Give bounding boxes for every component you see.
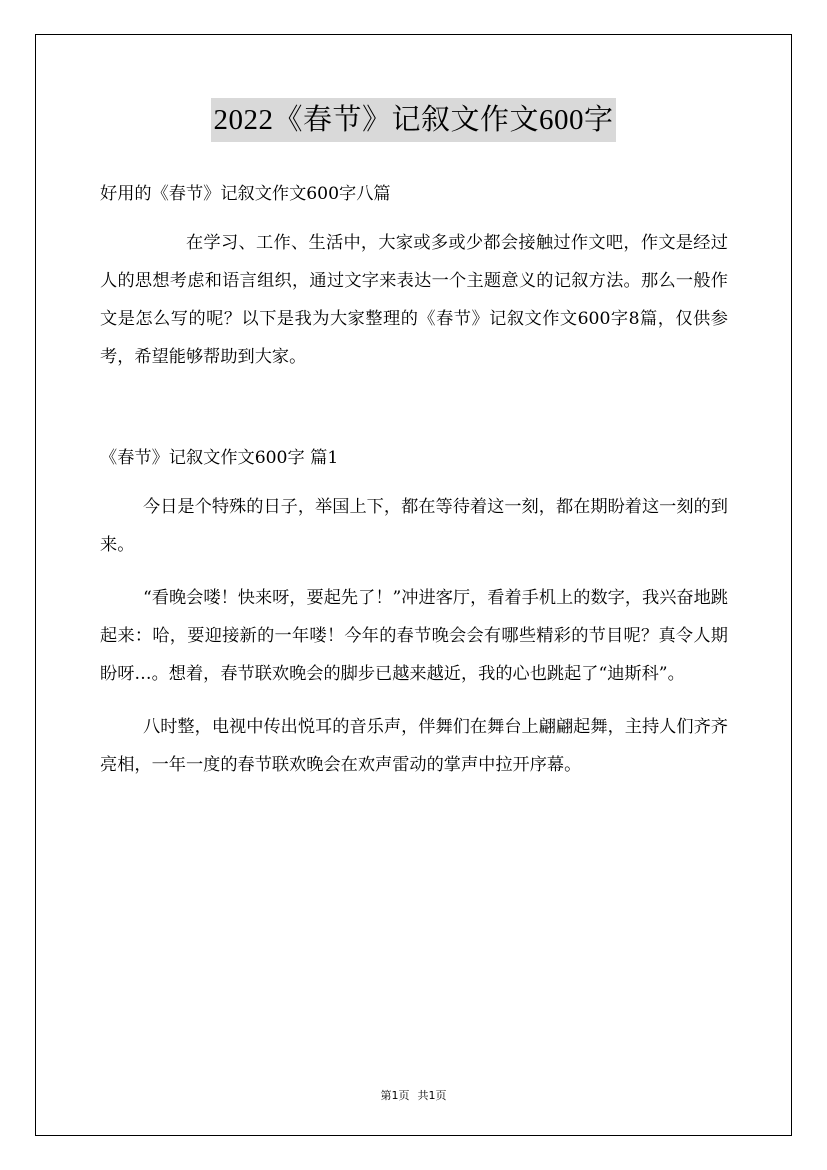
page-total: 共1页 bbox=[417, 1089, 447, 1102]
document-subtitle: 好用的《春节》记叙文作文600字八篇 bbox=[100, 184, 391, 204]
body-paragraph-1: 今日是个特殊的日子，举国上下，都在等待着这一刻，都在期盼着这一刻的到来。 bbox=[100, 497, 728, 555]
document-body bbox=[100, 175, 728, 799]
page-number: 第1页 bbox=[380, 1089, 410, 1102]
page-footer bbox=[0, 1087, 827, 1103]
intro-paragraph: 在学习、工作、生活中，大家或多或少都会接触过作文吧，作文是经过人的思想考虑和语言组织，通过文字来表达一个主题意义的记叙方法。那么一般作文是怎么写的呢？以下是我为大家整理的《春节》记叙文作文600字8篇，仅供参考，希望能够帮助到大家。 bbox=[100, 233, 728, 367]
title-container bbox=[0, 98, 827, 142]
document-title: 2022《春节》记叙文作文600字 bbox=[211, 98, 615, 142]
body-paragraph-2: “看晚会喽！快来呀，要起先了！”冲进客厅，看着手机上的数字，我兴奋地跳起来：哈，要迎接新的一年喽！今年的春节晚会会有哪些精彩的节目呢？真令人期盼呀…。想着，春节联欢晚会的脚步已越来越近，我的心也跳起了“迪斯科”。 bbox=[100, 588, 728, 684]
section-heading: 《春节》记叙文作文600字 篇1 bbox=[100, 448, 339, 468]
body-paragraph-3: 八时整，电视中传出悦耳的音乐声，伴舞们在舞台上翩翩起舞，主持人们齐齐亮相，一年一度的春节联欢晚会在欢声雷动的掌声中拉开序幕。 bbox=[100, 717, 728, 775]
